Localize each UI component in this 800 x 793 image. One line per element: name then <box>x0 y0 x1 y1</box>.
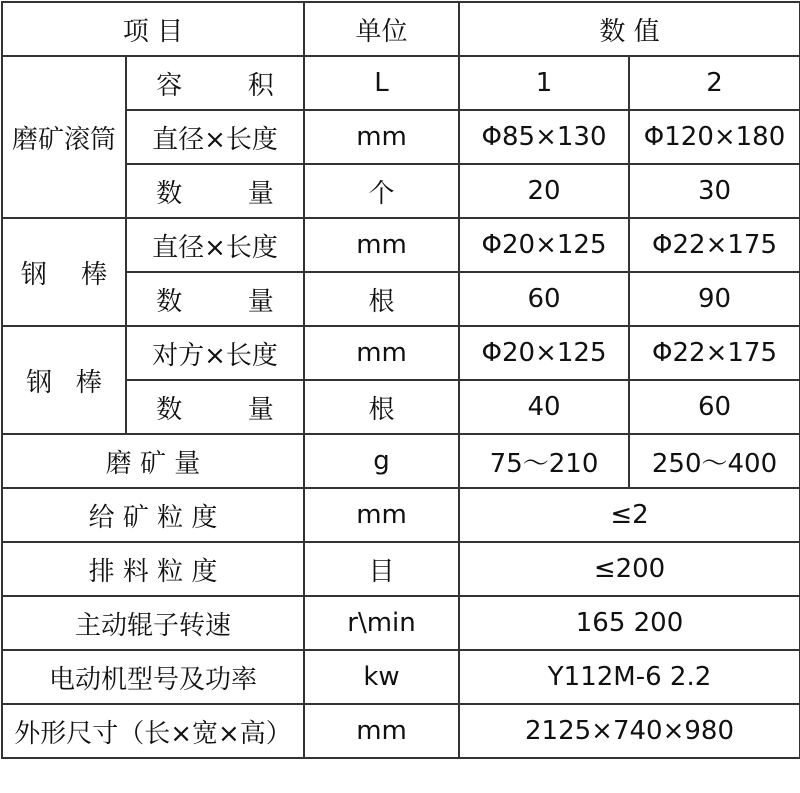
unit-cell: mm <box>304 704 459 758</box>
value-cell: ≤200 <box>459 542 800 596</box>
unit-cell: mm <box>304 110 459 164</box>
value-cell: 75～210 <box>459 434 629 488</box>
value-cell: 250～400 <box>629 434 800 488</box>
unit-cell: r\min <box>304 596 459 650</box>
value-cell: Φ85×130 <box>459 110 629 164</box>
value-cell: 2 <box>629 56 800 110</box>
value-cell: Φ20×125 <box>459 326 629 380</box>
unit-cell: kw <box>304 650 459 704</box>
param-label: 容 积 <box>126 56 304 110</box>
item-label: 排 料 粒 度 <box>2 542 304 596</box>
unit-cell: 目 <box>304 542 459 596</box>
param-label: 数 量 <box>126 164 304 218</box>
unit-cell: 根 <box>304 272 459 326</box>
value-cell: Y112M-6 2.2 <box>459 650 800 704</box>
table-row <box>2 650 800 704</box>
unit-cell: 个 <box>304 164 459 218</box>
group-label: 钢 棒 <box>2 326 126 434</box>
value-cell: Φ120×180 <box>629 110 800 164</box>
value-cell: Φ20×125 <box>459 218 629 272</box>
param-label: 直径×长度 <box>126 110 304 164</box>
value-cell: 165 200 <box>459 596 800 650</box>
table-row <box>2 434 800 488</box>
value-cell: Φ22×175 <box>629 326 800 380</box>
param-label: 直径×长度 <box>126 218 304 272</box>
value-cell: 1 <box>459 56 629 110</box>
unit-cell: mm <box>304 218 459 272</box>
item-label: 磨 矿 量 <box>2 434 304 488</box>
value-cell: 20 <box>459 164 629 218</box>
item-label: 主动辊子转速 <box>2 596 304 650</box>
unit-cell: g <box>304 434 459 488</box>
value-cell: 2125×740×980 <box>459 704 800 758</box>
header-unit: 单位 <box>304 2 459 56</box>
value-cell: ≤2 <box>459 488 800 542</box>
table-row <box>2 542 800 596</box>
item-label: 给 矿 粒 度 <box>2 488 304 542</box>
unit-cell: mm <box>304 326 459 380</box>
table-row <box>2 56 800 110</box>
table-row <box>2 488 800 542</box>
table-row <box>2 218 800 272</box>
unit-cell: mm <box>304 488 459 542</box>
value-cell: 40 <box>459 380 629 434</box>
item-label: 外形尺寸（长×宽×高） <box>2 704 304 758</box>
value-cell: 30 <box>629 164 800 218</box>
header-item: 项 目 <box>2 2 304 56</box>
unit-cell: 根 <box>304 380 459 434</box>
value-cell: 90 <box>629 272 800 326</box>
header-row <box>2 2 800 56</box>
table-row <box>2 326 800 380</box>
spec-table <box>1 1 800 759</box>
group-label: 磨矿滚筒 <box>2 56 126 218</box>
unit-cell: L <box>304 56 459 110</box>
value-cell: 60 <box>629 380 800 434</box>
value-cell: Φ22×175 <box>629 218 800 272</box>
header-value: 数 值 <box>459 2 800 56</box>
param-label: 对方×长度 <box>126 326 304 380</box>
value-cell: 60 <box>459 272 629 326</box>
table-row <box>2 596 800 650</box>
group-label: 钢 棒 <box>2 218 126 326</box>
param-label: 数 量 <box>126 272 304 326</box>
param-label: 数 量 <box>126 380 304 434</box>
item-label: 电动机型号及功率 <box>2 650 304 704</box>
table-row <box>2 704 800 758</box>
